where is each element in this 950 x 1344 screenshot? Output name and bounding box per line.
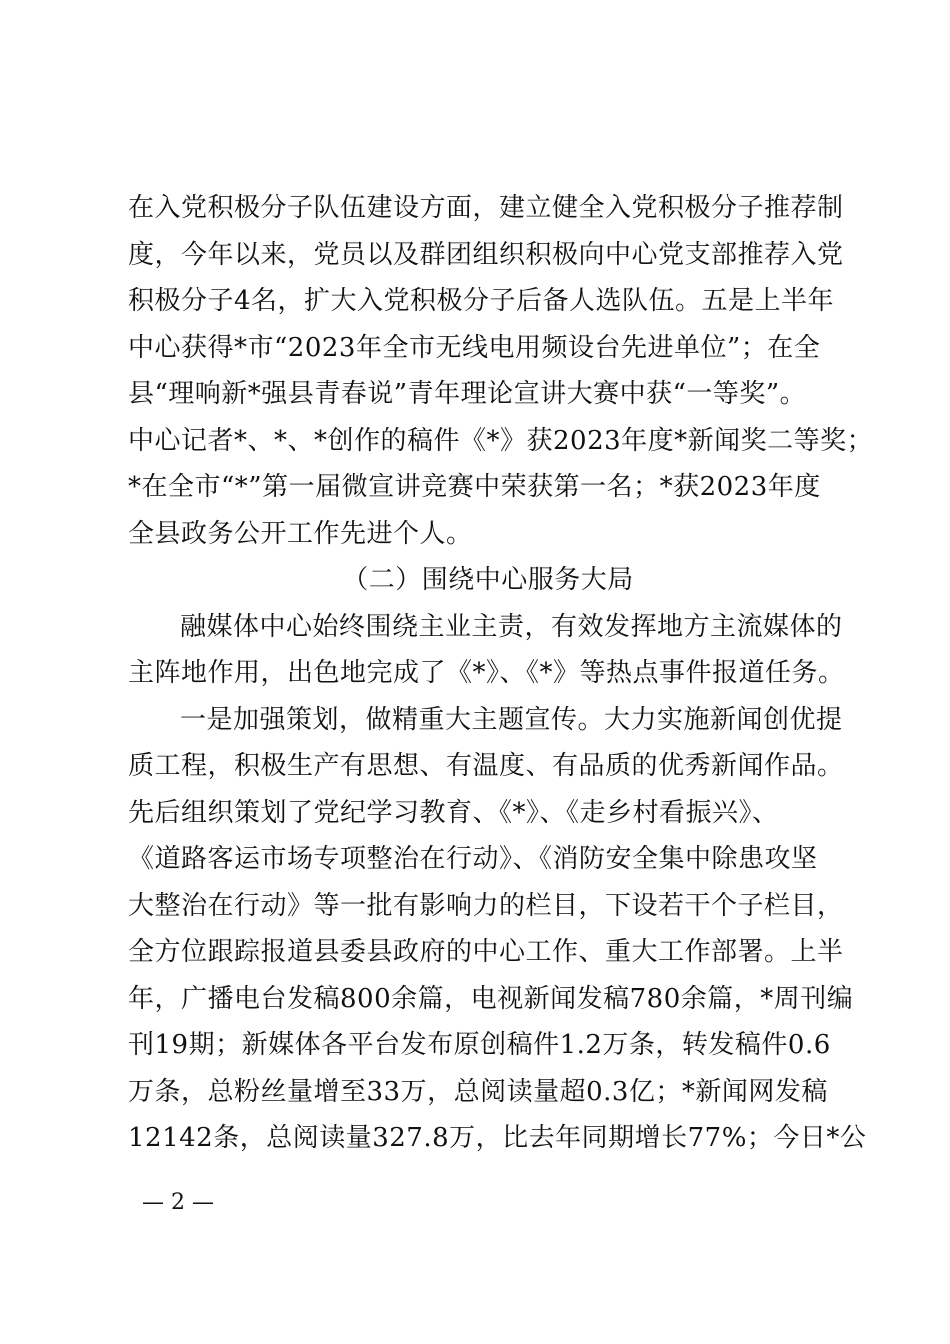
text-line: 一是加强策划，做精重大主题宣传。大力实施新闻创优提 [180, 704, 843, 735]
text-line: 12142条，总阅读量327.8万，比去年同期增长77%；今日*公 [128, 1123, 867, 1153]
text-line: 年，广播电台发稿800余篇，电视新闻发稿780余篇，*周刊编 [128, 983, 854, 1014]
text-line: 《道路客运市场专项整治在行动》、《消防安全集中除患攻坚 [128, 844, 818, 874]
text-line: 先后组织策划了党纪学习教育、《*》、《走乡村看振兴》、 [128, 797, 779, 828]
text-line: 主阵地作用，出色地完成了《*》、《*》等热点事件报道任务。 [128, 658, 845, 688]
text-line: 县“理响新*强县青春说”青年理论宣讲大赛中获“一等奖”。 [128, 379, 807, 409]
section-heading: （二）围绕中心服务大局 [342, 565, 634, 595]
text-line: 全县政务公开工作先进个人。 [128, 518, 473, 549]
text-line: 刊19期；新媒体各平台发布原创稿件1.2万条，转发稿件0.6 [128, 1030, 831, 1060]
text-line: 中心记者*、*、*创作的稿件《*》获2023年度*新闻奖二等奖； [128, 425, 874, 456]
text-line: 万条，总粉丝量增至33万，总阅读量超0.3亿；*新闻网发稿 [128, 1076, 828, 1107]
body-text [128, 185, 874, 1162]
page-number: — 2 — [142, 1190, 214, 1215]
text-line: 在入党积极分子队伍建设方面，建立健全入党积极分子推荐制 [128, 193, 844, 223]
text-line: 大整治在行动》等一批有影响力的栏目，下设若干个子栏目， [128, 890, 844, 921]
text-line: 融媒体中心始终围绕主业主责，有效发挥地方主流媒体的 [180, 611, 843, 642]
text-line: 度，今年以来，党员以及群团组织积极向中心党支部推荐入党 [128, 239, 844, 270]
text-line: *在全市“*”第一届微宣讲竞赛中荣获第一名；*获2023年度 [128, 472, 821, 502]
text-line: 质工程，积极生产有思想、有温度、有品质的优秀新闻作品。 [128, 751, 844, 781]
text-line: 全方位跟踪报道县委县政府的中心工作、重大工作部署。上半 [128, 937, 844, 967]
text-line: 积极分子4名，扩大入党积极分子后备人选队伍。五是上半年 [128, 286, 835, 316]
text-line: 中心获得*市“2023年全市无线电用频设台先进单位”；在全 [128, 332, 821, 363]
